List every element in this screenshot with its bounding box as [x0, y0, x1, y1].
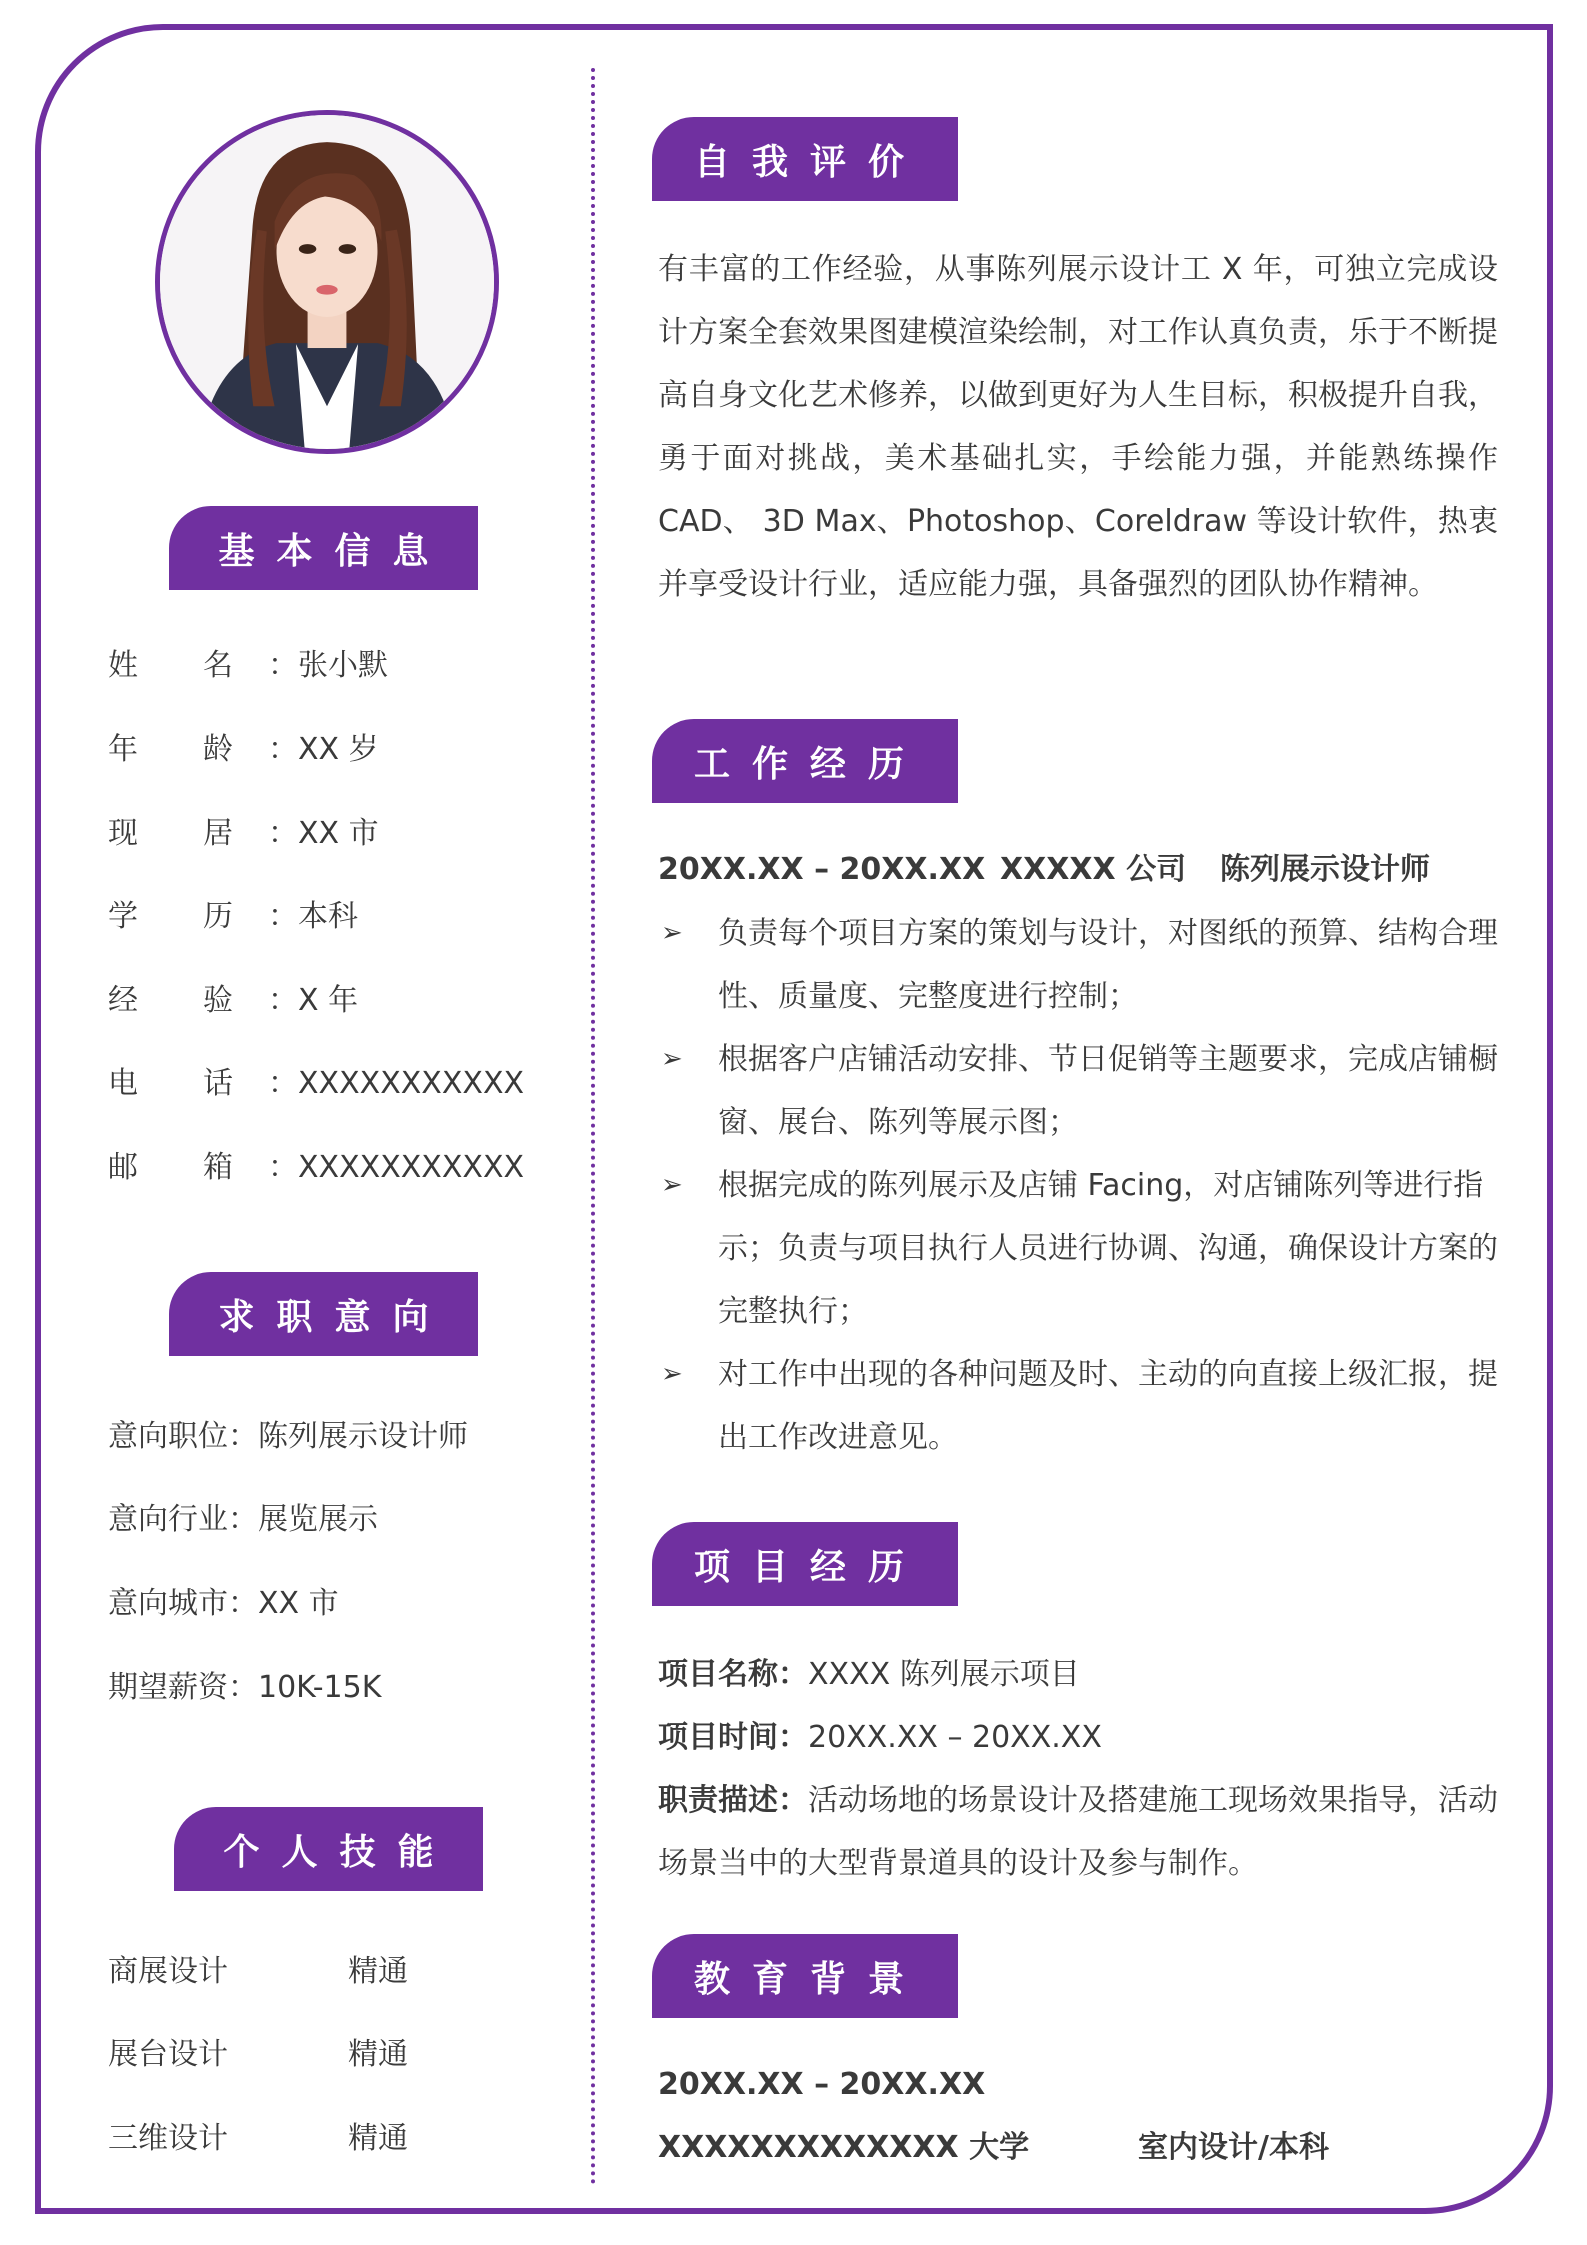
- work-duty-item: ➢ 负责每个项目方案的策划与设计，对图纸的预算、结构合理性、质量度、完整度进行控制；: [658, 902, 1498, 1028]
- section-title-basic: 基本信息: [169, 506, 478, 590]
- skill-row: 商展设计 精通: [108, 1954, 408, 1989]
- column-divider: [591, 68, 595, 2186]
- edu-school-row: [658, 2126, 1498, 2170]
- section-title-work: 工作经历: [652, 719, 958, 803]
- section-title-self: 自我评价: [652, 117, 958, 201]
- section-title-skills: 个人技能: [174, 1807, 483, 1891]
- work-duty-item: ➢ 根据客户店铺活动安排、节日促销等主题要求，完成店铺橱窗、展台、陈列等展示图；: [658, 1028, 1498, 1154]
- intent-industry: 意向行业：展览展示: [108, 1502, 378, 1537]
- edu-period: 20XX.XX – 20XX.XX: [658, 2067, 986, 2102]
- work-company: XXXXX 公司: [1000, 852, 1187, 887]
- avatar: [155, 110, 499, 454]
- section-title-edu: 教育背景: [652, 1934, 958, 2018]
- self-evaluation-text: 有丰富的工作经验，从事陈列展示设计工 X 年，可独立完成设计方案全套效果图建模渲染绘制，对工作认真负责，乐于不断提高自身文化艺术修养，以做到更好为人生目标，积极提升自我，勇于面对挑战，美术基础扎实，手绘能力强，并能熟练操作 CAD、 3D Max、Photoshop、Coreldraw 等设计软件，热衷并享受设计行业，适应能力强，具备强烈的团队协作精神。: [658, 252, 1498, 602]
- project-name: 项目名称：XXXX 陈列展示项目: [658, 1657, 1080, 1692]
- intent-position: 意向职位：陈列展示设计师: [108, 1419, 468, 1454]
- project-time: 项目时间：20XX.XX – 20XX.XX: [658, 1720, 1102, 1755]
- portrait-illustration-icon: [160, 115, 494, 449]
- work-duty-item: ➢ 对工作中出现的各种问题及时、主动的向直接上级汇报，提出工作改进意见。: [658, 1343, 1498, 1469]
- intent-city: 意向城市：XX 市: [108, 1586, 339, 1621]
- section-title-project: 项目经历: [652, 1522, 958, 1606]
- section-title-intent: 求职意向: [169, 1272, 478, 1356]
- arrow-bullet-icon: ➢: [661, 1359, 683, 1389]
- work-period: 20XX.XX – 20XX.XX: [658, 852, 986, 887]
- intent-salary: 期望薪资：10K-15K: [108, 1670, 382, 1705]
- skill-row: 展台设计 精通: [108, 2037, 408, 2072]
- work-duty-item: ➢ 根据完成的陈列展示及店铺 Facing，对店铺陈列等进行指示；负责与项目执行人员进行协调、沟通，确保设计方案的完整执行；: [658, 1154, 1498, 1343]
- arrow-bullet-icon: ➢: [661, 918, 683, 948]
- project-desc: 职责描述：活动场地的场景设计及搭建施工现场效果指导，活动场景当中的大型背景道具的设计及参与制作。: [658, 1783, 1498, 1881]
- arrow-bullet-icon: ➢: [661, 1044, 683, 1074]
- arrow-bullet-icon: ➢: [661, 1170, 683, 1200]
- edu-major: 室内设计/本科: [1138, 2130, 1329, 2165]
- skill-row: 三维设计 精通: [108, 2121, 408, 2156]
- edu-school: XXXXXXXXXXXXX 大学: [658, 2130, 1030, 2165]
- work-position: 陈列展示设计师: [1220, 852, 1430, 887]
